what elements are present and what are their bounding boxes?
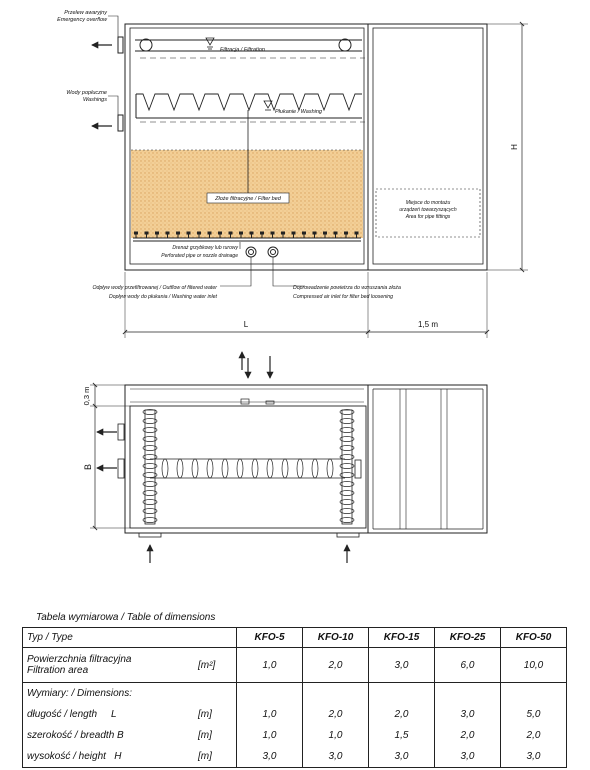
breadth-unit: [m] [194,725,237,746]
plan-pipe [342,410,352,524]
washing-pipe-ring [312,459,318,478]
plan-view [90,352,487,563]
height-dim-label: H [510,144,519,150]
nozzle-head [292,232,295,234]
table-row-area [23,648,567,683]
height-value: 3,0 [303,746,369,768]
fittings-box [376,189,480,237]
washing-pipe-ring [267,459,273,478]
area-value: 6,0 [435,648,501,683]
nozzle-head [250,232,253,234]
air-inlet-label-pl: Doprowadzenie powietrza do wzruszania złoża [293,285,401,291]
washings-label-en: Washings [82,97,107,103]
washing-pipe-ring [222,459,228,478]
nozzle-head [313,232,316,234]
filter-bed-label: Złoże filtracyjne / Filter bed [215,196,281,202]
nozzle-head [324,232,327,234]
washing-label: Płukanie / Washing [275,109,322,115]
outflow-label: Odpływ wody przefiltrowanej / Outflow of filtered water [92,285,217,291]
height-unit: [m] [194,746,237,768]
nozzle-head [219,232,222,234]
washing-pipe-ring [297,459,303,478]
table-row-dims-header [23,683,567,705]
nozzle-head [145,232,148,234]
filtration-label: Filtracja / Filtration [220,47,265,53]
height-value: 3,0 [237,746,303,768]
pump-left [140,39,152,51]
area-value: 2,0 [303,648,369,683]
nozzle-head [240,232,243,234]
height-label: wysokość / height H [23,746,195,768]
table-row-height [23,746,567,768]
pump-right [339,39,351,51]
fittings-dim-label: 1,5 m [417,320,439,329]
nozzle-head [345,232,348,234]
breadth-value: 1,0 [237,725,303,746]
washing-pipe-ring [252,459,258,478]
nozzle-head [334,232,337,234]
nozzle-head [187,232,190,234]
washing-inlet-connector [246,247,256,257]
length-unit: [m] [194,704,237,725]
table-row-length [23,704,567,725]
length-value: 3,0 [435,704,501,725]
plan-view-labels [82,387,93,470]
nozzle-head [166,232,169,234]
fittings-chamber [373,28,483,264]
plan-washing-pipe [162,459,333,478]
nozzle-head [261,232,264,234]
height-value: 3,0 [369,746,435,768]
washing-pipe-ring [327,459,333,478]
washing-pipe-ring [282,459,288,478]
nozzle-head [177,232,180,234]
model-header: KFO-10 [303,628,369,648]
length-value: 1,0 [237,704,303,725]
height-value: 3,0 [501,746,567,768]
length-value: 5,0 [501,704,567,725]
plan-drainage-pipes [143,410,354,525]
support-right [337,533,359,537]
washings-label-pl: Wody popłuczne [66,90,107,96]
length-label: długość / length L [23,704,195,725]
model-header: KFO-50 [501,628,567,648]
plan-pipe [145,410,155,524]
overflow-label-en: Emergency overflow [57,17,107,23]
type-header: Typ / Type [23,628,237,648]
air-inlet-connector [268,247,278,257]
washing-pipe-ring [177,459,183,478]
washing-pipe-ring [192,459,198,478]
model-header: KFO-15 [369,628,435,648]
dimensions-table [22,627,567,768]
area-label [23,648,195,683]
table-row-breadth [23,725,567,746]
area-label-pl: Powierzchnia filtracyjna [27,654,132,665]
washing-pipe-ring [207,459,213,478]
fittings-label-pl-1: Miejsce do montażu [405,200,451,206]
nozzle-head [156,232,159,234]
washing-pipe-ring [237,459,243,478]
drainage-label-en: Perforated pipe or nozzle drainage [161,253,238,259]
nozzle-head [282,232,285,234]
fittings-label-pl-2: urządzeń towarzyszących [399,207,457,213]
overflow-label-pl: Przelew awaryjny [64,10,107,16]
area-value: 3,0 [369,648,435,683]
area-value: 10,0 [501,648,567,683]
nozzle-head [229,232,232,234]
nozzle-head [208,232,211,234]
fittings-label-en: Area for pipe fittings [405,214,451,220]
overflow-flange [118,37,123,53]
plan-filter-chamber [130,406,366,528]
area-value: 1,0 [237,648,303,683]
breadth-label: szerokość / breadth B [23,725,195,746]
length-value: 2,0 [369,704,435,725]
nozzle-head [135,232,138,234]
nozzle-head [303,232,306,234]
breadth-value: 1,5 [369,725,435,746]
length-dim-label: L [243,320,249,329]
dims-header: Wymiary: / Dimensions: [23,683,195,705]
model-header: KFO-5 [237,628,303,648]
water-level-filtration-icon [206,38,214,45]
nozzle-head [271,232,274,234]
offset-dim-label: 0,3 m [82,386,91,406]
drainage-label-pl: Drenaż grzybkowy lub rurowy [172,245,238,251]
washing-inlet-label: Dopływ wody do płukania / Washing water inlet [108,294,217,300]
breadth-dim-label: B [83,463,93,471]
washings-flange [118,115,123,131]
breadth-value: 2,0 [435,725,501,746]
area-label-en: Filtration area [27,665,89,676]
area-unit: [m²] [194,648,237,683]
air-inlet-label-en: Compressed air inlet for filter bed loosening [293,294,394,300]
table-title: Tabela wymiarowa / Table of dimensions [36,612,216,623]
nozzle-head [198,232,201,234]
washing-pipe-ring [162,459,168,478]
height-value: 3,0 [435,746,501,768]
length-value: 2,0 [303,704,369,725]
model-header: KFO-25 [435,628,501,648]
breadth-value: 1,0 [303,725,369,746]
support-left [139,533,161,537]
breadth-value: 2,0 [501,725,567,746]
washing-trough [136,94,362,110]
nozzle-head [355,232,358,234]
table-header-row [23,628,567,648]
